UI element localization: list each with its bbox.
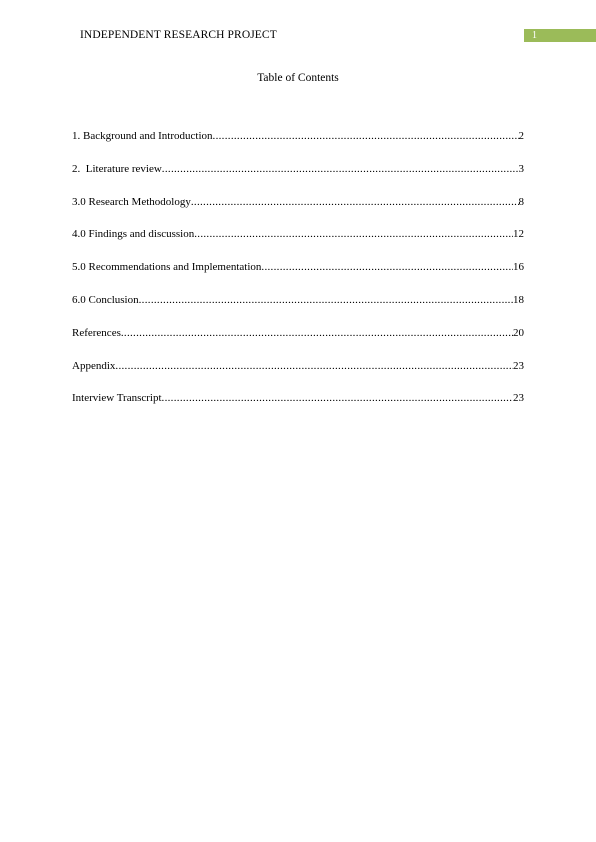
toc-entry-label: 3.0 Research Methodology [72, 195, 191, 208]
toc-dot-leader [213, 130, 519, 142]
toc-entry-page: 16 [513, 261, 524, 274]
toc-dot-leader [162, 163, 519, 175]
toc-entry-label: References [72, 326, 121, 339]
toc-heading: Table of Contents [257, 72, 339, 84]
toc-dot-leader [121, 327, 513, 339]
table-of-contents [72, 130, 524, 425]
toc-entry-page: 8 [518, 195, 524, 208]
toc-entry-recommendations[interactable] [72, 261, 524, 294]
toc-entry-literature-review[interactable] [72, 163, 524, 196]
page-number: 1 [532, 30, 537, 41]
toc-entry-interview-transcript[interactable] [72, 392, 524, 425]
toc-entry-page: 23 [513, 392, 524, 405]
toc-entry-label: Interview Transcript [72, 392, 162, 405]
toc-dot-leader [162, 392, 513, 404]
toc-entry-page: 20 [513, 326, 524, 339]
toc-entry-page: 2 [518, 130, 524, 142]
toc-entry-research-methodology[interactable] [72, 196, 524, 229]
toc-entry-references[interactable] [72, 327, 524, 360]
toc-dot-leader [115, 360, 513, 372]
toc-entry-page: 18 [513, 293, 524, 306]
toc-entry-label: Appendix [72, 359, 116, 372]
toc-entry-findings[interactable] [72, 228, 524, 261]
toc-dot-leader [139, 294, 513, 306]
toc-entry-appendix[interactable] [72, 360, 524, 393]
running-header-title: INDEPENDENT RESEARCH PROJECT [80, 29, 277, 41]
toc-entry-background[interactable] [72, 130, 524, 163]
toc-entry-label: 2. Literature review [72, 162, 162, 175]
toc-entry-page: 3 [518, 162, 524, 175]
toc-dot-leader [194, 228, 513, 240]
toc-entry-page: 23 [513, 359, 524, 372]
toc-dot-leader [261, 261, 513, 273]
toc-entry-label: 5.0 Recommendations and Implementation [72, 261, 262, 274]
toc-entry-page: 12 [513, 228, 524, 241]
toc-entry-conclusion[interactable] [72, 294, 524, 327]
toc-entry-label: 1. Background and Introduction [72, 130, 213, 142]
toc-entry-label: 4.0 Findings and discussion [72, 228, 195, 241]
toc-dot-leader [191, 196, 519, 208]
toc-entry-label: 6.0 Conclusion [72, 293, 139, 306]
page-number-badge [524, 29, 596, 42]
